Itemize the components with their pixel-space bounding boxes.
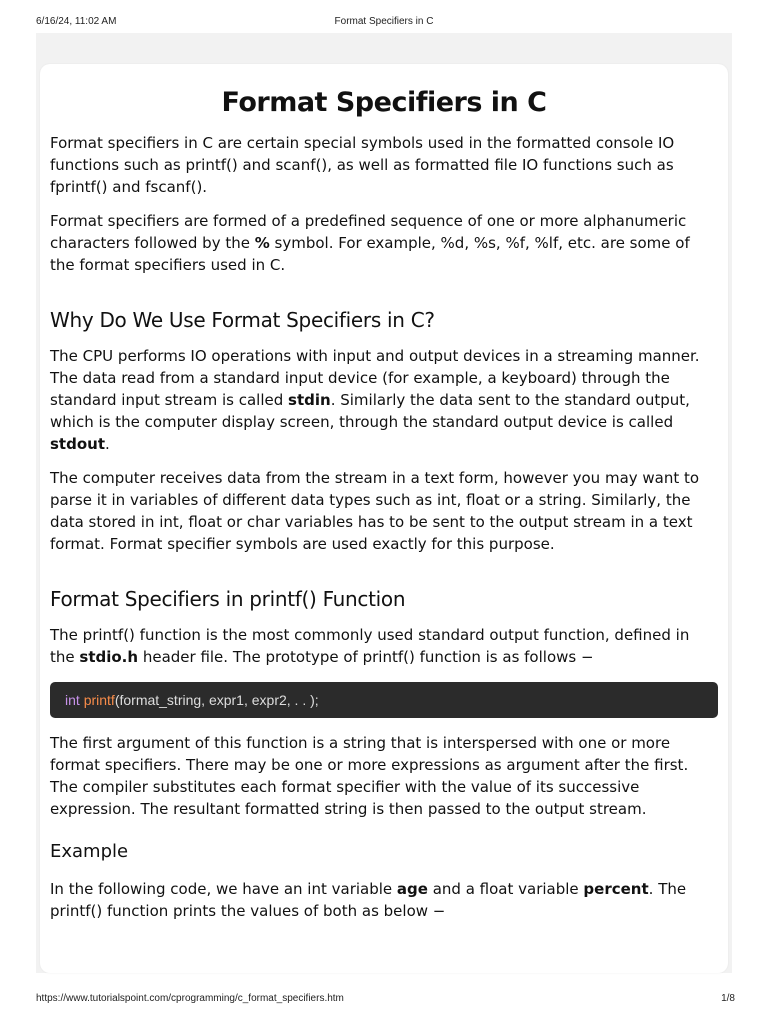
article-content — [50, 64, 718, 934]
example-paragraph — [50, 878, 718, 922]
text-run: . Similarly the data sent to the standard output, which is the computer display screen, through the standard output device is called — [50, 391, 690, 431]
why-paragraph-2: The computer receives data from the stream in a text form, however you may want to parse it in variables of different data types such as int, float or a string. Similarly, the data stored in int, float or char variables has to be sent to the output stream in a text format. Format specifier symbols are used exactly for this purpose. — [50, 469, 700, 553]
intro-paragraph-2 — [50, 210, 718, 276]
intro-paragraph-1: Format specifiers in C are certain special symbols used in the formatted console IO functions such as printf() and scanf(), as well as formatted file IO functions such as fprintf() and fscanf(). — [50, 134, 675, 196]
page-url: https://www.tutorialspoint.com/cprogramming/c_format_specifiers.htm — [36, 993, 344, 1004]
text-run: Format specifiers are formed of a predefined sequence of one or more alphanumeric characters followed by the — [50, 212, 687, 252]
text-run: symbol. For example, %d, %s, %f, %lf, etc. are some of the format specifiers used in C. — [50, 234, 690, 274]
bold-text-stdout: stdout — [50, 435, 105, 453]
text-run: and a float variable — [427, 880, 584, 898]
code-keyword: int — [65, 692, 80, 708]
printf-paragraph-1 — [50, 624, 718, 668]
print-footer — [0, 993, 768, 1013]
print-date: 6/16/24, 11:02 AM — [36, 16, 117, 27]
section-heading-example: Example — [50, 841, 129, 862]
printf-paragraph-2: The first argument of this function is a string that is interspersed with one or more format specifiers. There may be one or more expressions as argument after the first. The compiler substitutes each format specifier with the value of its successive expression. The resultant formatted string is then passed to the output stream. — [50, 734, 689, 818]
bold-text-age: age — [396, 880, 428, 898]
text-run: header file. The prototype of printf() function is as follows − — [138, 648, 594, 666]
code-function: printf — [83, 692, 115, 708]
bold-text-percent: % — [254, 234, 270, 252]
text-run: The printf() function is the most commonly used standard output function, defined in the — [50, 626, 690, 666]
print-title: Format Specifiers in C — [334, 16, 434, 27]
page-number: 1/8 — [721, 993, 735, 1004]
text-run: . — [105, 435, 110, 453]
why-paragraph-1 — [50, 345, 718, 455]
print-header — [0, 0, 768, 33]
text-run: . The printf() function prints the values of both as below − — [50, 880, 687, 920]
bold-text-percent-var: percent — [583, 880, 649, 898]
code-block[interactable] — [50, 682, 718, 718]
text-run: The CPU performs IO operations with input and output devices in a streaming manner. The data read from a standard input device (for example, a keyboard) through the standard input stream is called — [50, 347, 700, 409]
section-heading-why: Why Do We Use Format Specifiers in C? — [50, 308, 435, 332]
bold-text-stdin: stdin — [288, 391, 331, 409]
bold-text-stdio: stdio.h — [79, 648, 139, 666]
section-heading-printf: Format Specifiers in printf() Function — [50, 587, 406, 611]
code-args: (format_string, expr1, expr2, . . ); — [114, 692, 319, 708]
text-run: In the following code, we have an int variable — [50, 880, 397, 898]
page-title: Format Specifiers in C — [221, 87, 547, 118]
